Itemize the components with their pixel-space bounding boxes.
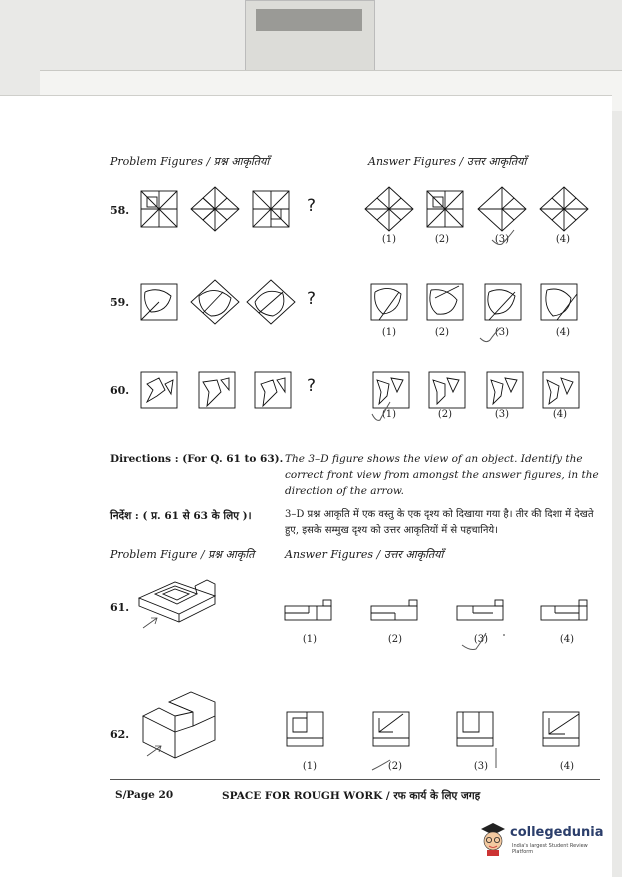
- q58-pf2: [191, 187, 239, 231]
- logo-tagline: India's largest Student Review Platform: [512, 843, 588, 855]
- q61-option-4-label: (4): [559, 634, 575, 645]
- q62-option-2-label: (2): [387, 761, 403, 772]
- answer-figures-header-2: Answer Figures / उत्तर आकृतियाँ: [285, 548, 444, 561]
- directions-hindi-text: 3–D प्रश्न आकृति में एक वस्तु के एक दृश्य को दिखाया गया है। तीर की दिशा में देखते हुए, इसके सम्मुख दृश्य को उत्तर आकृतियों में से पहचानिये।: [285, 509, 594, 536]
- q60-option-2-label: (2): [437, 409, 453, 420]
- q60-option-1-label: (1): [381, 409, 397, 420]
- q60-option-3-label: (3): [494, 409, 510, 420]
- question-60-number: 60.: [110, 384, 130, 397]
- q59-pencil-tick: [478, 324, 508, 346]
- q60-pencil-tick: [370, 400, 394, 426]
- q58-option-3-label: (3): [494, 234, 510, 245]
- q59-question-mark: ?: [307, 289, 317, 309]
- q59-option-4-label: (4): [555, 327, 571, 338]
- question-58-number: 58.: [110, 204, 130, 217]
- logo-name: collegedunia: [510, 825, 604, 840]
- collegedunia-logo: [478, 819, 610, 859]
- q58-option-4-label: (4): [555, 234, 571, 245]
- q59-problem-figures: [137, 278, 297, 330]
- directions-label: Directions : (For Q. 61 to 63).: [110, 453, 284, 465]
- q60-question-mark: ?: [307, 376, 317, 396]
- q62-answer-figures: [283, 708, 603, 752]
- q61-option-2-label: (2): [387, 634, 403, 645]
- q62-problem-figure: [135, 686, 225, 766]
- question-59-number: 59.: [110, 296, 130, 309]
- problem-figure-header: Problem Figure / प्रश्न आकृति: [110, 548, 255, 561]
- q61-option-3-label: (3): [473, 634, 489, 645]
- footer-rule: [110, 779, 600, 780]
- directions-hindi-label: निर्देश : ( प्र. 61 से 63 के लिए )।: [110, 510, 252, 522]
- q59-option-2-label: (2): [434, 327, 450, 338]
- q60-option-4-label: (4): [552, 409, 568, 420]
- q61-problem-figure: [135, 566, 225, 636]
- page-number: S/Page 20: [115, 789, 174, 801]
- q62-option-4-label: (4): [559, 761, 575, 772]
- question-61-number: 61.: [110, 601, 130, 614]
- q59-option-3-label: (3): [494, 327, 510, 338]
- exam-page: [0, 95, 612, 877]
- q58-option-2-label: (2): [434, 234, 450, 245]
- q62-pencil-mark: [490, 746, 502, 772]
- directions-text: The 3–D figure shows the view of an object. Identify the correct front view from amongst the answer figures, in the direction of the arrow.: [285, 453, 599, 497]
- answer-figures-header: Answer Figures / उत्तर आकृतियाँ: [368, 155, 527, 168]
- q60-problem-figures: [137, 366, 297, 418]
- q62-option-1-label: (1): [302, 761, 318, 772]
- question-62-number: 62.: [110, 728, 130, 741]
- q61-option-1-label: (1): [302, 634, 318, 645]
- q62-pencil-tick: [370, 754, 400, 778]
- scanner-slot: [256, 9, 362, 31]
- q62-option-3-label: (3): [473, 761, 489, 772]
- q58-pf1: [141, 191, 177, 227]
- q58-option-1-label: (1): [381, 234, 397, 245]
- rough-work-label: SPACE FOR ROUGH WORK / रफ कार्य के लिए जगह: [222, 790, 481, 802]
- q58-question-mark: ?: [307, 196, 317, 216]
- q58-problem-figures: [137, 185, 297, 237]
- q61-pencil-tick: [460, 629, 510, 655]
- q61-answer-figures: [283, 596, 603, 626]
- problem-figures-header: Problem Figures / प्रश्न आकृतियाँ: [110, 155, 270, 168]
- q58-pf3: [253, 191, 289, 227]
- q58-answer-figures: [365, 185, 595, 237]
- student-mascot-icon: [478, 819, 508, 857]
- q58-pencil-tick: [490, 228, 520, 250]
- q59-option-1-label: (1): [381, 327, 397, 338]
- q59-answer-figures: [365, 278, 595, 330]
